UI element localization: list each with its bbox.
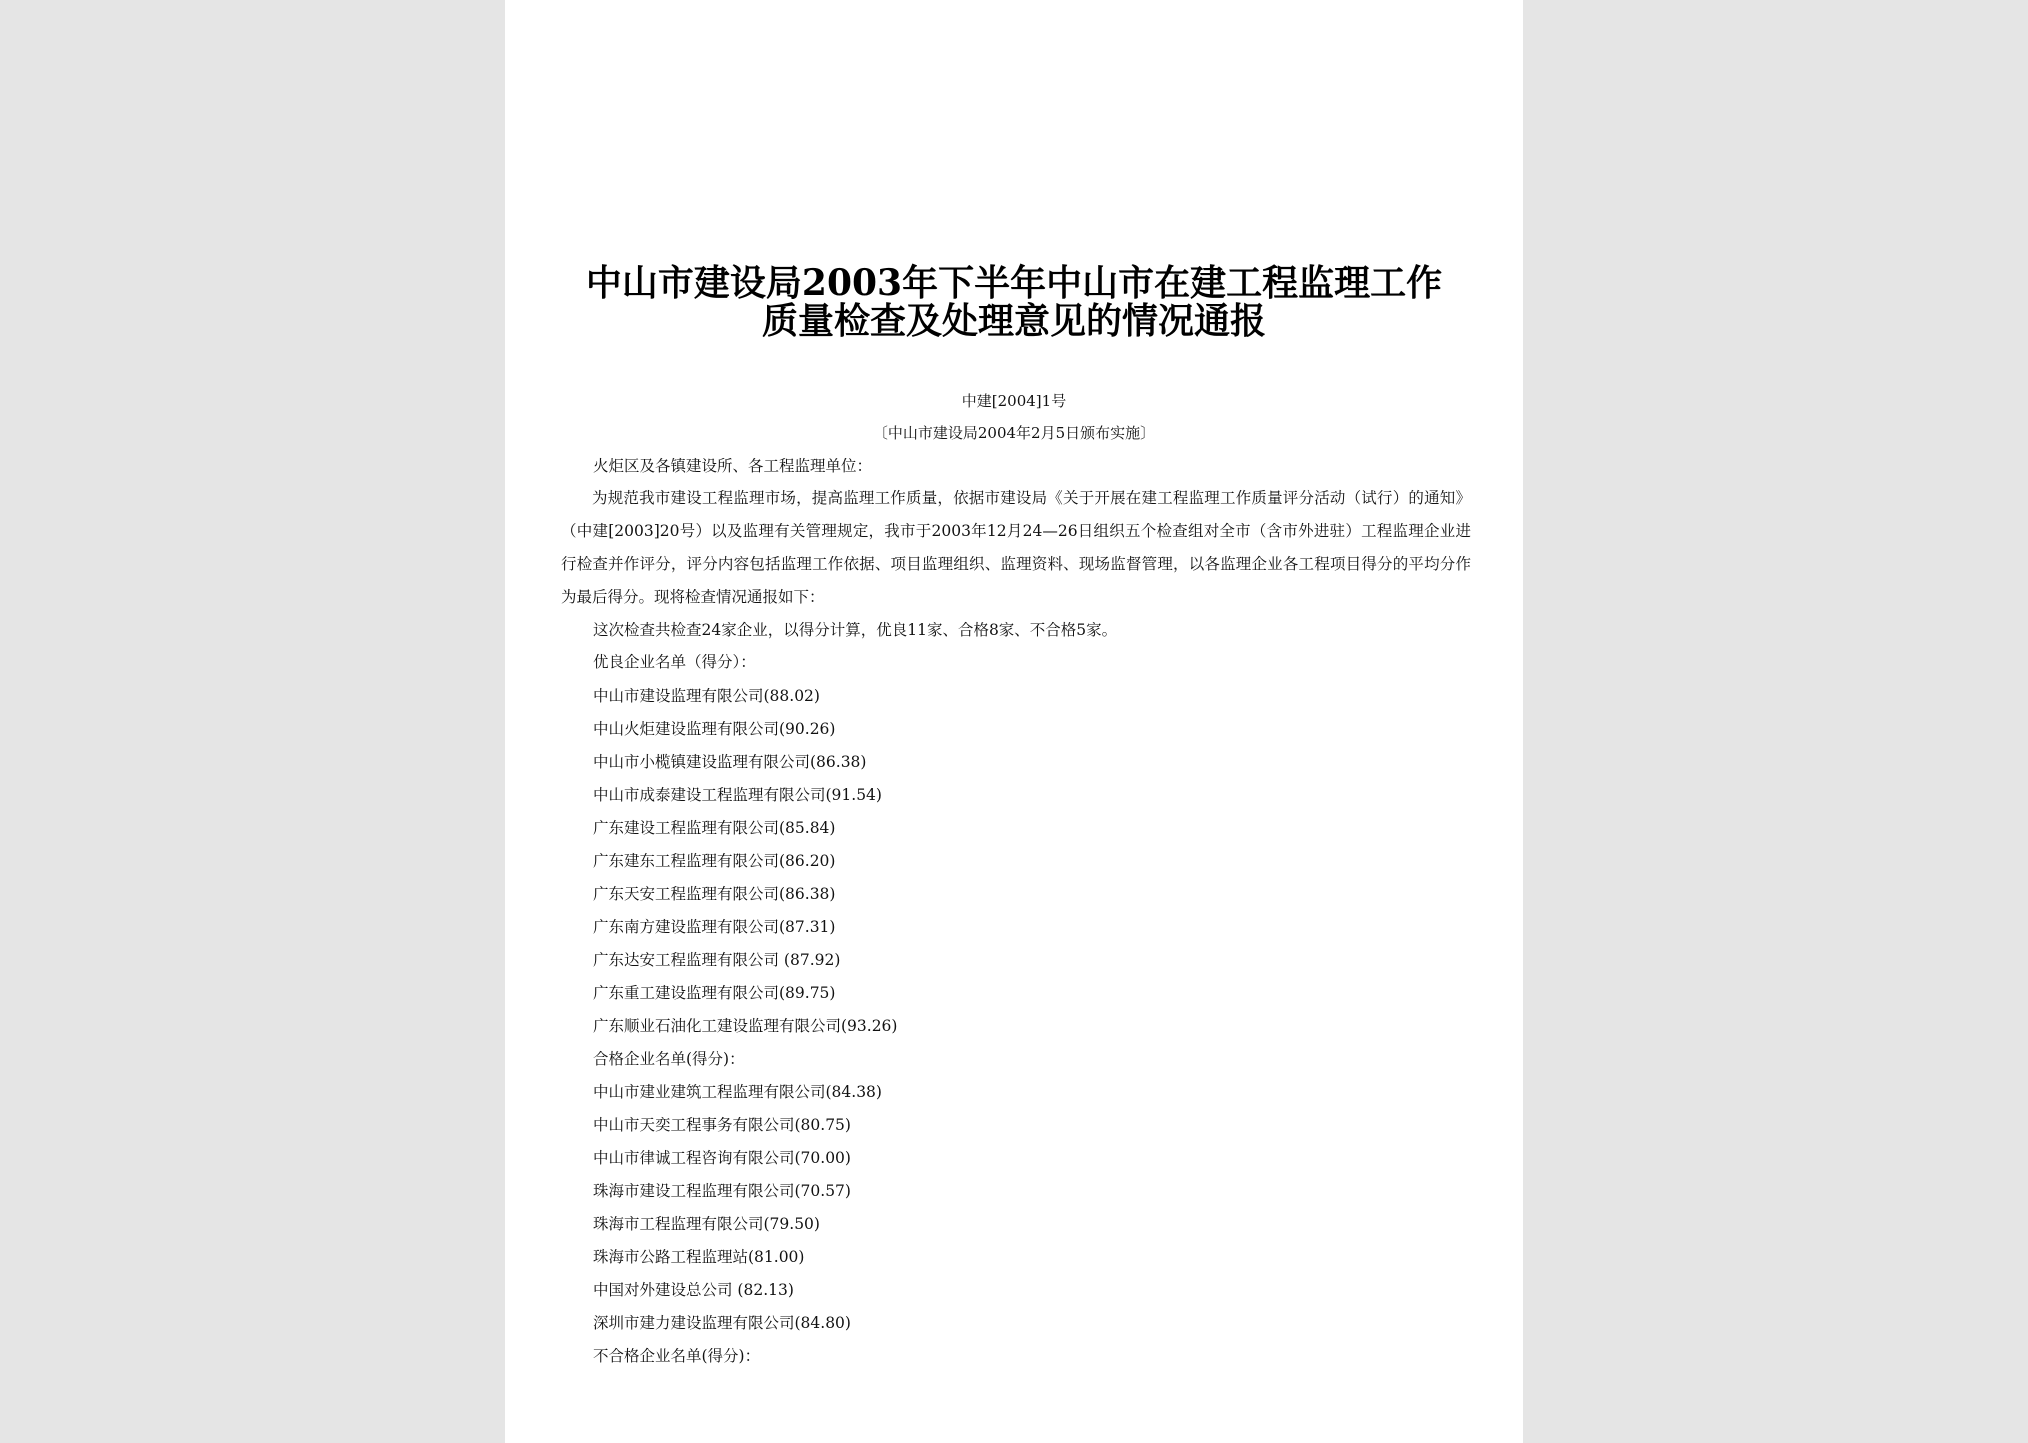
document-number: 中建[2004]1号 xyxy=(961,392,1067,410)
intro-paragraph: 为规范我市建设工程监理市场，提高监理工作质量，依据市建设局《关于开展在建工程监理工作质量评分活动（试行）的通知》（中建[2003]20号）以及监理有关管理规定，我市于2003年12月24—26日组织五个检查组对全市（含市外进驻）工程监理企业进行检查并作评分，评分内容包括监理工作依据、项目监理组织、监理资料、现场监督管理，以各监理企业各工程项目得分的平均分作为最后得分。现将检查情况通报如下： xyxy=(561,489,1471,606)
list-item: 广东建东工程监理有限公司(86.20) xyxy=(593,852,836,870)
qualified-heading: 合格企业名单(得分)： xyxy=(593,1050,745,1068)
list-item: 广东南方建设监理有限公司(87.31) xyxy=(593,918,836,936)
document-title-line-2: 质量检查及处理意见的情况通报 xyxy=(761,300,1266,342)
list-item: 珠海市公路工程监理站(81.00) xyxy=(593,1248,805,1266)
unqualified-heading: 不合格企业名单(得分)： xyxy=(593,1347,761,1365)
list-item: 中山市建设监理有限公司(88.02) xyxy=(593,687,820,705)
list-item: 广东建设工程监理有限公司(85.84) xyxy=(593,819,836,837)
addressee: 火炬区及各镇建设所、各工程监理单位： xyxy=(593,457,873,475)
list-item: 中山市天奕工程事务有限公司(80.75) xyxy=(593,1116,851,1134)
list-item: 中山市成泰建设工程监理有限公司(91.54) xyxy=(593,786,882,804)
document-title-line-1: 中山市建设局2003年下半年中山市在建工程监理工作 xyxy=(585,262,1443,304)
list-item: 珠海市建设工程监理有限公司(70.57) xyxy=(593,1182,851,1200)
list-item: 珠海市工程监理有限公司(79.50) xyxy=(593,1215,820,1233)
list-item: 广东达安工程监理有限公司 (87.92) xyxy=(593,951,841,969)
list-item: 中山市小榄镇建设监理有限公司(86.38) xyxy=(593,753,867,771)
list-item: 深圳市建力建设监理有限公司(84.80) xyxy=(593,1314,851,1332)
document-page xyxy=(505,0,1523,1443)
list-item: 中山市建业建筑工程监理有限公司(84.38) xyxy=(593,1083,882,1101)
excellent-heading: 优良企业名单（得分）： xyxy=(593,653,756,671)
list-item: 广东天安工程监理有限公司(86.38) xyxy=(593,885,836,903)
list-item: 中国对外建设总公司 (82.13) xyxy=(593,1281,794,1299)
list-item: 广东重工建设监理有限公司(89.75) xyxy=(593,984,836,1002)
issue-note: 〔中山市建设局2004年2月5日颁布实施〕 xyxy=(872,424,1156,442)
list-item: 中山火炬建设监理有限公司(90.26) xyxy=(593,720,836,738)
inspection-summary: 这次检查共检查24家企业，以得分计算，优良11家、合格8家、不合格5家。 xyxy=(593,621,1118,639)
list-item: 中山市律诚工程咨询有限公司(70.00) xyxy=(593,1149,851,1167)
list-item: 广东顺业石油化工建设监理有限公司(93.26) xyxy=(593,1017,898,1035)
